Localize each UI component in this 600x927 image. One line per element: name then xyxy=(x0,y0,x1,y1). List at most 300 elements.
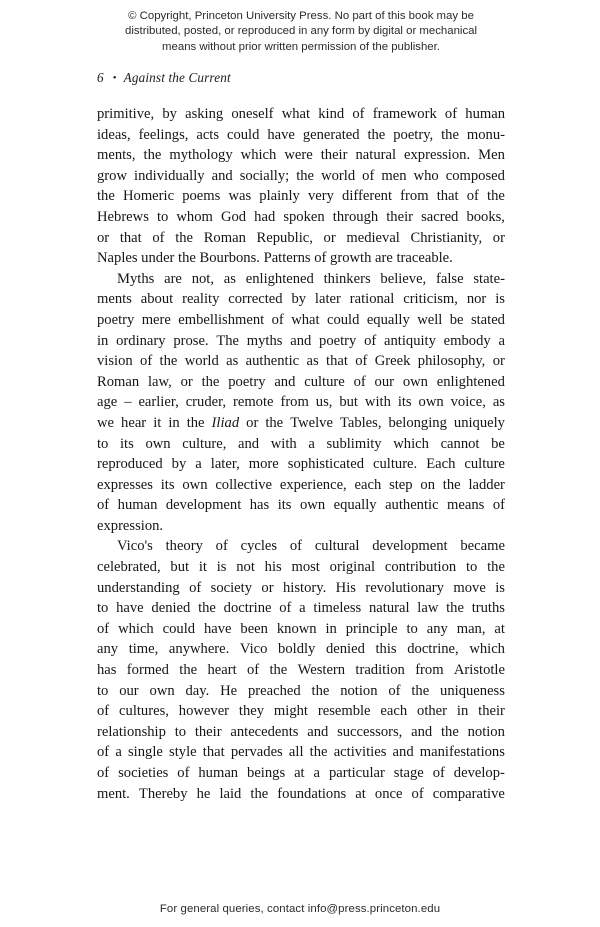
text-line xyxy=(97,681,505,702)
word: spoken xyxy=(283,208,325,225)
text-line xyxy=(97,289,505,310)
word: denied xyxy=(151,600,191,617)
word: or xyxy=(97,229,110,246)
word: successors, xyxy=(337,723,403,740)
word: and xyxy=(411,723,433,740)
word: of xyxy=(492,497,505,514)
word: its xyxy=(160,476,175,493)
word: all xyxy=(288,744,304,761)
word: cultural xyxy=(314,538,360,555)
word: which xyxy=(118,620,154,637)
word: of xyxy=(271,311,284,328)
word: step xyxy=(389,476,413,493)
word: – xyxy=(124,394,132,411)
word: were xyxy=(284,147,313,164)
word: not xyxy=(236,559,255,576)
word: Vico xyxy=(239,641,268,658)
word: Tables, xyxy=(339,414,382,431)
word: cannot xyxy=(440,435,480,452)
word: relationship xyxy=(97,723,166,740)
word: of xyxy=(279,600,292,617)
word: later, xyxy=(210,456,240,473)
word: any xyxy=(426,620,448,637)
copyright-line: © Copyright, Princeton University Press. No part of this book may be xyxy=(128,10,474,22)
word: philosophy, xyxy=(417,353,486,370)
word: could xyxy=(162,620,196,637)
word: they xyxy=(238,703,265,720)
copyright-line: means without prior written permission of the publisher. xyxy=(162,40,440,53)
word: different xyxy=(342,188,393,205)
word: enlightened xyxy=(245,270,314,287)
word: could xyxy=(226,126,260,143)
word: to xyxy=(174,723,187,740)
word: doctrine, xyxy=(407,641,459,658)
word: to xyxy=(156,208,169,225)
word: move xyxy=(453,579,486,596)
word: formed xyxy=(126,662,169,679)
word: with xyxy=(270,435,297,452)
text-line xyxy=(97,722,505,743)
word: as xyxy=(492,394,505,411)
word: of xyxy=(97,744,110,761)
word: style xyxy=(169,744,197,761)
word: and xyxy=(211,167,233,184)
word: of xyxy=(388,682,401,699)
body-text xyxy=(97,104,505,804)
word: He xyxy=(220,682,238,699)
word: the xyxy=(441,126,459,143)
word: develop- xyxy=(453,765,505,781)
word: development xyxy=(372,538,448,555)
text-line xyxy=(97,207,505,228)
word: The xyxy=(216,332,240,349)
word: Each xyxy=(426,456,456,473)
word: been xyxy=(240,620,268,637)
word: our xyxy=(119,682,139,699)
word: age xyxy=(97,394,118,411)
word: this xyxy=(375,641,397,658)
text-line: expression. xyxy=(97,517,164,534)
word: enlightened xyxy=(436,373,505,390)
word: laid xyxy=(219,785,242,802)
word: is xyxy=(216,559,227,576)
word: corrected xyxy=(228,291,283,308)
word: or xyxy=(323,229,336,246)
word: world xyxy=(184,353,219,370)
word: the xyxy=(411,682,430,699)
word: which xyxy=(240,147,277,164)
word: or xyxy=(246,414,259,431)
text-line xyxy=(97,619,505,640)
word: culture xyxy=(304,373,345,390)
text-line xyxy=(97,392,505,413)
word: cycles xyxy=(240,538,278,555)
word: about xyxy=(140,291,174,308)
word: nor xyxy=(466,291,487,308)
word: it xyxy=(198,559,207,576)
word: their xyxy=(320,147,348,164)
word: own xyxy=(182,476,208,493)
word: collective xyxy=(215,476,273,493)
word: which xyxy=(393,435,429,452)
word: very xyxy=(307,188,334,205)
word: be xyxy=(491,435,505,452)
text-line xyxy=(97,166,505,187)
word: culture, xyxy=(182,435,227,452)
word: beings xyxy=(247,765,286,781)
word: the xyxy=(311,682,330,699)
word: the xyxy=(446,600,464,617)
word: of xyxy=(215,538,228,555)
word: ordinary xyxy=(116,332,166,349)
word: to xyxy=(97,600,109,617)
text-line xyxy=(97,763,505,784)
word: hear xyxy=(121,414,147,431)
word: embellishment xyxy=(178,311,265,328)
word: which xyxy=(469,641,505,658)
indented-first-word xyxy=(97,536,153,557)
word: preached xyxy=(248,682,301,699)
word: the xyxy=(175,229,194,246)
word: by xyxy=(171,456,187,473)
word: as xyxy=(306,353,319,370)
word: once xyxy=(374,785,403,802)
word: and xyxy=(392,744,414,761)
word: a xyxy=(313,765,321,781)
word: revolutionary xyxy=(365,579,444,596)
word: to xyxy=(97,682,109,699)
word: the xyxy=(367,126,386,143)
word: equally xyxy=(366,311,410,328)
word: grow xyxy=(97,167,127,184)
word: and xyxy=(307,723,329,740)
word: uniquely xyxy=(453,414,505,431)
text-line xyxy=(97,372,505,393)
word: however xyxy=(178,703,230,720)
word: are xyxy=(164,270,182,287)
word: but xyxy=(339,394,358,411)
word: own xyxy=(402,373,428,390)
word: his xyxy=(264,559,282,576)
word: known xyxy=(276,620,317,637)
copyright-notice xyxy=(97,9,505,55)
word: poetry xyxy=(228,373,266,390)
word: principle xyxy=(345,620,398,637)
word: sophisticated xyxy=(287,456,364,473)
word: Republic, xyxy=(256,229,313,246)
word: voice, xyxy=(450,394,486,411)
word: particular xyxy=(328,765,385,781)
book-title: Against the Current xyxy=(123,70,231,85)
word: from xyxy=(415,662,444,679)
word: that xyxy=(326,353,348,370)
word: reality xyxy=(182,291,220,308)
word: celebrated, xyxy=(97,559,161,576)
word: sacred xyxy=(421,208,459,225)
word: framework xyxy=(372,106,437,122)
word: the xyxy=(201,373,220,390)
word: law, xyxy=(147,373,172,390)
word: books, xyxy=(466,208,505,225)
word: to xyxy=(406,620,418,637)
word: heart xyxy=(207,662,237,679)
word: human xyxy=(465,106,505,122)
word: is xyxy=(495,579,505,596)
word: other xyxy=(417,703,448,720)
word: from xyxy=(280,394,309,411)
word: a xyxy=(115,744,122,761)
word: authentic xyxy=(245,353,300,370)
word: and xyxy=(274,373,296,390)
word: became xyxy=(460,538,505,555)
word: means xyxy=(447,497,485,514)
word: understanding xyxy=(97,579,180,596)
word: Roman xyxy=(203,229,246,246)
text-line xyxy=(97,475,505,496)
word: their xyxy=(478,703,505,720)
text-line xyxy=(97,186,505,207)
word: we xyxy=(97,414,115,431)
word: vision xyxy=(97,353,133,370)
word: equally xyxy=(333,497,377,514)
word: has xyxy=(97,662,117,679)
word: the xyxy=(269,662,288,679)
word: of xyxy=(362,167,375,184)
word: development xyxy=(165,497,242,514)
word: the xyxy=(309,744,328,761)
word: own xyxy=(299,497,326,514)
text-line xyxy=(97,269,505,290)
word: natural xyxy=(369,600,410,617)
word: he xyxy=(196,785,211,802)
word: of xyxy=(352,106,365,122)
word: stage xyxy=(393,765,424,781)
word: had xyxy=(254,208,276,225)
word: the xyxy=(296,167,315,184)
word: embody xyxy=(443,332,491,349)
word: in xyxy=(456,703,469,720)
word: of xyxy=(246,662,260,679)
word: not, xyxy=(191,270,214,287)
word: history. xyxy=(283,579,327,596)
word: of xyxy=(411,785,424,802)
footer-general-queries: For general queries, contact info@press.princeton.edu xyxy=(159,903,441,915)
word: belonging xyxy=(388,414,447,431)
word: the xyxy=(442,476,461,493)
word: natural xyxy=(355,147,397,164)
word: a xyxy=(195,456,202,473)
word: of xyxy=(432,765,445,781)
word: or xyxy=(492,229,505,246)
word: of xyxy=(97,497,110,514)
text-line xyxy=(97,104,505,125)
word: Men xyxy=(478,147,505,164)
word: cultures, xyxy=(119,703,169,720)
word: each xyxy=(380,703,408,720)
word: and xyxy=(238,435,260,452)
word: tradition xyxy=(355,662,405,679)
word: activities xyxy=(333,744,387,761)
word: poetry xyxy=(97,311,135,328)
word: the xyxy=(143,147,162,164)
word: Iliad xyxy=(211,414,240,431)
word: day. xyxy=(185,682,210,699)
word: their xyxy=(386,208,413,225)
word: of xyxy=(364,332,377,349)
word: ladder xyxy=(468,476,505,493)
text-line xyxy=(97,639,505,660)
word: any xyxy=(97,641,119,658)
word: with xyxy=(364,394,391,411)
word: resemble xyxy=(317,703,371,720)
text-line: Naples under the Bourbons. Patterns of growth are traceable. xyxy=(97,250,453,267)
word: feelings, xyxy=(138,126,189,143)
word: Myths xyxy=(117,270,155,287)
word: rational xyxy=(349,291,395,308)
word: human xyxy=(198,765,239,781)
word: the xyxy=(250,785,269,802)
word: foundations xyxy=(277,785,347,802)
word: anywhere. xyxy=(168,641,230,658)
word: us, xyxy=(315,394,333,411)
word: thinkers xyxy=(323,270,371,287)
word: authentic xyxy=(385,497,439,514)
word: antiquity xyxy=(384,332,436,349)
word: the xyxy=(159,353,178,370)
word: plainly xyxy=(259,188,300,205)
word: have xyxy=(267,126,295,143)
word: antecedents xyxy=(230,723,299,740)
word: society xyxy=(210,579,253,596)
word: of xyxy=(152,229,165,246)
word: at xyxy=(355,785,366,802)
word: of xyxy=(353,373,366,390)
word: reproduced xyxy=(97,456,163,473)
word: who xyxy=(413,167,439,184)
word: law xyxy=(417,600,439,617)
text-line xyxy=(97,125,505,146)
word: that xyxy=(119,229,142,246)
text-line xyxy=(97,413,505,434)
word: stated xyxy=(470,311,505,328)
word: our xyxy=(374,373,395,390)
text-line xyxy=(97,578,505,599)
word: in xyxy=(97,332,109,349)
word: boldly xyxy=(278,641,316,658)
word: expresses xyxy=(97,476,153,493)
word: of xyxy=(97,620,110,637)
word: contribution xyxy=(384,559,457,576)
word: experience, xyxy=(279,476,347,493)
word: Homeric xyxy=(122,188,175,205)
word: original xyxy=(329,559,376,576)
word: a xyxy=(498,332,505,349)
word: individually xyxy=(134,167,205,184)
word: the xyxy=(487,559,505,576)
text-line xyxy=(97,701,505,722)
word: poems xyxy=(182,188,221,205)
word: by xyxy=(291,291,307,308)
word: what xyxy=(281,106,311,122)
word: of xyxy=(97,765,110,781)
word: most xyxy=(291,559,320,576)
word: that xyxy=(202,744,225,761)
word: His xyxy=(335,579,356,596)
word: ments xyxy=(97,291,132,308)
word: acts xyxy=(196,126,220,143)
word: as xyxy=(223,270,236,287)
word: the xyxy=(97,188,115,205)
word: its xyxy=(120,435,134,452)
text-line xyxy=(97,310,505,331)
running-head-separator: • xyxy=(112,72,117,84)
word: remote xyxy=(232,394,274,411)
word: myths xyxy=(246,332,283,349)
word: Aristotle xyxy=(453,662,505,679)
text-line xyxy=(97,660,505,681)
word: culture xyxy=(464,456,505,473)
word: men xyxy=(381,167,407,184)
word: of xyxy=(444,106,458,122)
word: the xyxy=(179,662,198,679)
word: its xyxy=(277,497,292,514)
word: Roman xyxy=(97,373,140,390)
word: monu- xyxy=(466,126,505,143)
word: by xyxy=(162,106,177,122)
word: of xyxy=(355,353,368,370)
word: each xyxy=(354,476,382,493)
word: own xyxy=(418,394,444,411)
word: God xyxy=(220,208,247,225)
word: be xyxy=(449,311,464,328)
word: world xyxy=(321,167,356,184)
word: kind xyxy=(318,106,345,122)
text-line xyxy=(97,536,505,557)
word: that xyxy=(436,188,459,205)
word: socially; xyxy=(239,167,290,184)
word: is xyxy=(495,291,505,308)
text-line xyxy=(97,145,505,166)
word: medieval xyxy=(346,229,400,246)
word: cruder, xyxy=(185,394,227,411)
word: could xyxy=(326,311,360,328)
word: later xyxy=(314,291,341,308)
word: of xyxy=(140,353,153,370)
text-line xyxy=(97,228,505,249)
word: generated xyxy=(302,126,360,143)
text-line xyxy=(97,495,505,516)
word: in xyxy=(168,414,180,431)
word: poetry xyxy=(319,332,357,349)
word: well xyxy=(417,311,443,328)
word: the xyxy=(186,414,205,431)
word: Greek xyxy=(374,353,411,370)
word: Vico's xyxy=(117,538,153,555)
word: or xyxy=(261,579,274,596)
word: timeless xyxy=(313,600,362,617)
word: it xyxy=(153,414,162,431)
word: a xyxy=(299,600,306,617)
word: Christianity, xyxy=(410,229,483,246)
word: the xyxy=(487,188,505,205)
word: expression. xyxy=(404,147,471,164)
text-line xyxy=(97,454,505,475)
text-line xyxy=(97,351,505,372)
text-line xyxy=(97,557,505,578)
word: might xyxy=(273,703,308,720)
word: or xyxy=(492,353,505,370)
page-number: 6 xyxy=(97,70,104,85)
